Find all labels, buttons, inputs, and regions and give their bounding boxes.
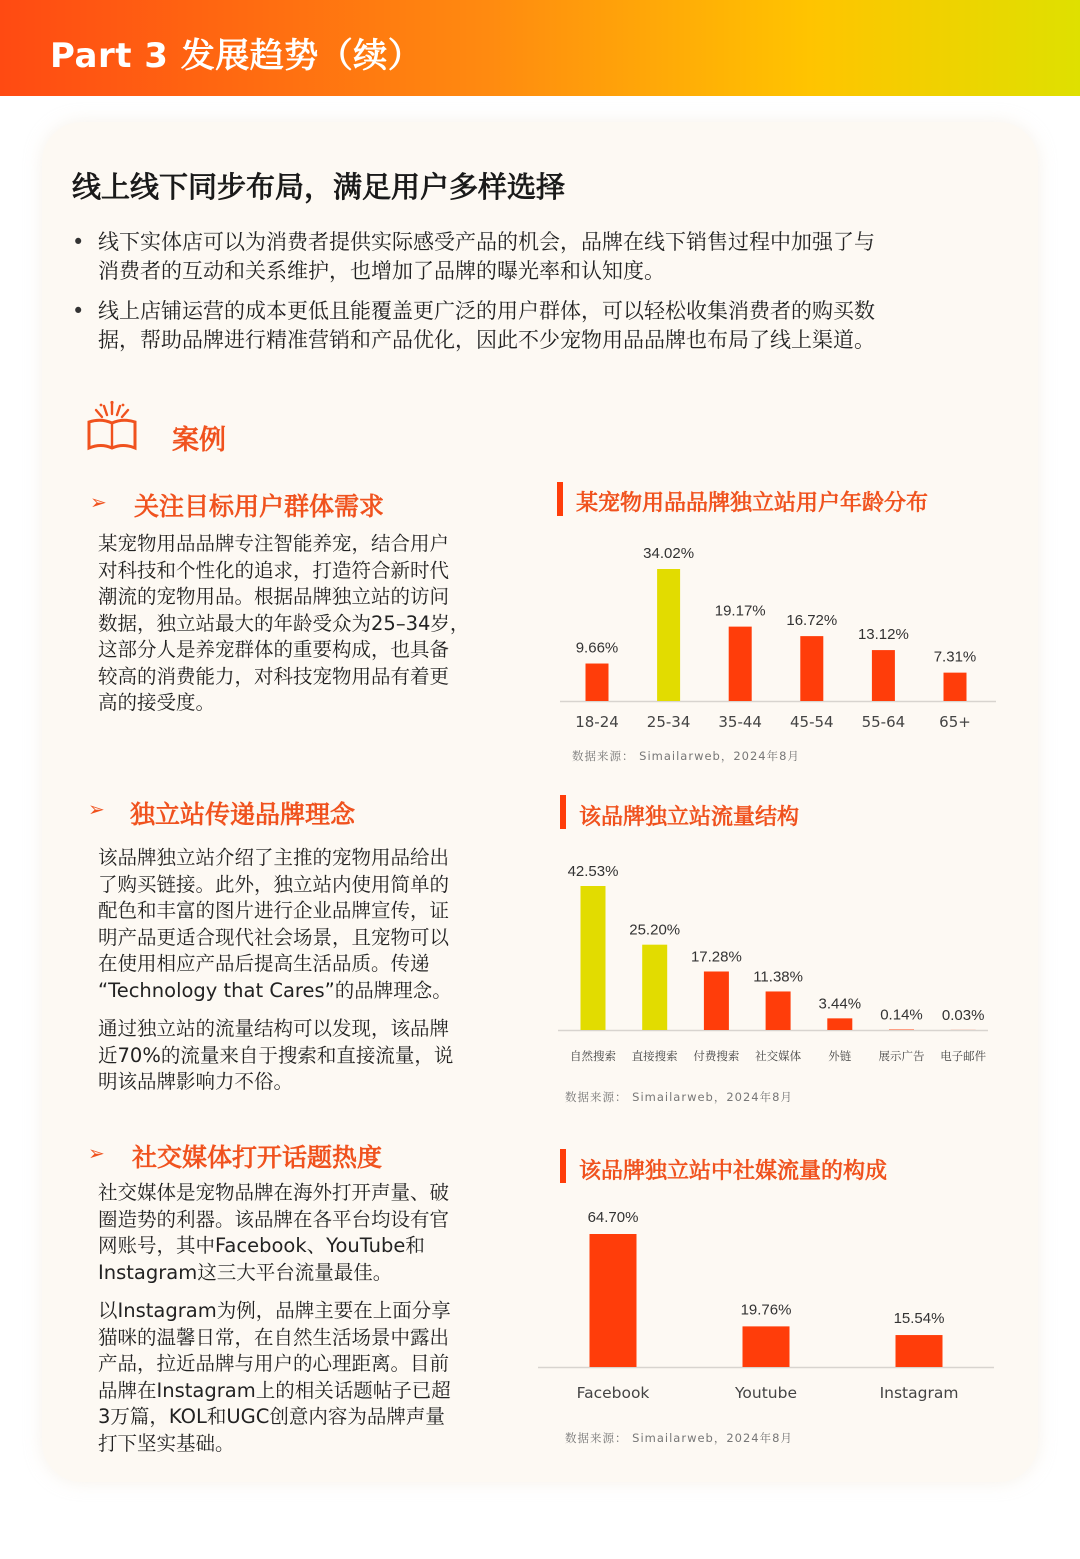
chart-title: 某宠物用品品牌独立站用户年龄分布 (576, 491, 929, 516)
category-label: Facebook (576, 1384, 650, 1402)
chart-bar (729, 627, 752, 701)
open-book-icon (84, 400, 140, 454)
chart-bar (872, 650, 895, 701)
category-label: 25-34 (646, 713, 691, 731)
subsection-title: 关注目标用户群体需求 (134, 492, 385, 521)
category-label: 45-54 (790, 713, 834, 731)
arrow-icon: ➢ (88, 1141, 105, 1165)
bullet-line: • 线上店铺运营的成本更低且能覆盖更广泛的用户群体，可以轻松收集消费者的购买数 (98, 299, 875, 323)
chart-bar (944, 673, 967, 701)
section-paragraph (98, 1298, 498, 1457)
category-label: 电子邮件 (940, 1049, 987, 1063)
section-paragraph (98, 845, 498, 1004)
bullet-line: 据，帮助品牌进行精准营销和产品优化，因此不少宠物用品品牌也布局了线上渠道。 (98, 328, 875, 352)
chart-bar (586, 664, 609, 701)
page-title: Part 3 发展趋势（续） (50, 36, 423, 76)
chart-bar (896, 1335, 943, 1367)
para-line: 较高的消费能力，对科技宠物用品有着更 (98, 664, 450, 688)
data-label: 7.31% (933, 648, 977, 666)
subsection-title: 社交媒体打开话题热度 (132, 1143, 383, 1172)
para-line: 3万篇，KOL和UGC创意内容为品牌声量 (98, 1405, 445, 1428)
category-label: 35-44 (718, 713, 762, 731)
chart-bar (827, 1018, 852, 1030)
arrow-icon: ➢ (88, 797, 105, 821)
para-line: 猫咪的温馨日常，在自然生活场景中露出 (98, 1325, 450, 1349)
para-line: 某宠物用品品牌专注智能养宠，结合用户 (98, 532, 450, 555)
bullet-line: • 线下实体店可以为消费者提供实际感受产品的机会，品牌在线下销售过程中加强了与 (98, 230, 875, 254)
case-label: 案例 (172, 425, 226, 456)
age-distribution-chart (540, 530, 1010, 740)
category-label: 直接搜索 (631, 1049, 678, 1063)
data-label: 25.20% (629, 921, 681, 939)
category-label: 18-24 (575, 713, 619, 731)
category-label: Youtube (735, 1384, 797, 1402)
chart-source: 数据来源： Simailarweb，2024年8月 (565, 1431, 793, 1445)
para-line: 近70%的流量来自于搜索和直接流量，说 (98, 1043, 454, 1067)
chart-bar (743, 1326, 790, 1367)
social-traffic-chart (536, 1196, 1006, 1411)
para-line: 该品牌独立站介绍了主推的宠物用品给出 (98, 846, 450, 869)
chart-bar (590, 1234, 637, 1367)
data-label: 13.12% (857, 626, 909, 644)
para-line: 明该品牌影响力不俗。 (98, 1070, 294, 1093)
para-line: “Technology that Cares”的品牌理念。 (98, 978, 452, 1002)
data-label: 34.02% (643, 545, 695, 562)
category-label: 付费搜索 (693, 1049, 740, 1063)
chart-bar (800, 636, 823, 701)
data-label: 17.28% (690, 948, 742, 966)
category-label: 展示广告 (878, 1049, 925, 1063)
header-banner (0, 0, 1080, 96)
data-label: 9.66% (575, 639, 619, 657)
data-label: 64.70% (587, 1209, 639, 1226)
para-line: 了购买链接。此外，独立站内使用简单的 (98, 872, 450, 896)
chart-title-marker (557, 482, 563, 516)
chart-bar (581, 886, 606, 1030)
bullet-item (98, 297, 998, 355)
traffic-structure-chart (548, 850, 1008, 1080)
para-line: 通过独立站的流量结构可以发现，该品牌 (98, 1017, 450, 1040)
subsection-title: 独立站传递品牌理念 (130, 800, 356, 829)
section-paragraph (98, 531, 498, 717)
para-line: 配色和丰富的图片进行企业品牌宣传，证 (98, 899, 450, 922)
para-line: 在使用相应产品后提高生活品质。传递 (98, 952, 430, 975)
para-line: 社交媒体是宠物品牌在海外打开声量、破 (98, 1181, 450, 1204)
section-heading: 线上线下同步布局，满足用户多样选择 (72, 170, 566, 204)
section-paragraph (98, 1016, 498, 1096)
section-paragraph (98, 1180, 498, 1286)
data-label: 15.54% (893, 1310, 945, 1328)
category-label: 社交媒体 (755, 1049, 802, 1063)
data-label: 19.17% (714, 602, 766, 620)
arrow-icon: ➢ (90, 490, 107, 514)
chart-source: 数据来源： Simailarweb，2024年8月 (565, 1090, 793, 1104)
para-line: 这部分人是养宠群体的重要构成，也具备 (98, 638, 450, 661)
para-line: 对科技和个性化的追求，打造符合新时代 (98, 558, 450, 582)
para-line: 网账号，其中Facebook、YouTube和 (98, 1234, 425, 1257)
category-label: Instagram (879, 1384, 959, 1402)
para-line: 以Instagram为例，品牌主要在上面分享 (98, 1299, 451, 1322)
para-line: 潮流的宠物用品。根据品牌独立站的访问 (98, 585, 450, 608)
chart-source: 数据来源： Simailarweb，2024年8月 (572, 749, 800, 763)
category-label: 65+ (939, 713, 971, 731)
chart-title: 该品牌独立站流量结构 (579, 805, 800, 830)
para-line: Instagram这三大平台流量最佳。 (98, 1260, 393, 1284)
data-label: 42.53% (567, 863, 619, 880)
bullet-item (98, 228, 998, 286)
data-label: 11.38% (753, 968, 803, 986)
data-label: 19.76% (740, 1301, 792, 1319)
chart-bar (766, 991, 791, 1030)
chart-title: 该品牌独立站中社媒流量的构成 (579, 1159, 888, 1184)
para-line: 高的接受度。 (98, 691, 216, 714)
chart-title-marker (560, 1149, 566, 1183)
category-label: 自然搜索 (570, 1049, 616, 1063)
chart-bar (704, 971, 729, 1030)
para-line: 打下坚实基础。 (98, 1431, 235, 1455)
data-label: 0.03% (941, 1006, 985, 1024)
category-label: 55-64 (861, 713, 906, 731)
data-label: 0.14% (880, 1006, 923, 1024)
para-line: 品牌在Instagram上的相关话题帖子已超 (98, 1378, 451, 1402)
data-label: 3.44% (818, 995, 862, 1013)
para-line: 明产品更适合现代社会场景，且宠物可以 (98, 925, 450, 949)
para-line: 产品，拉近品牌与用户的心理距离。目前 (98, 1352, 450, 1375)
category-label: 外链 (828, 1049, 852, 1063)
bullet-line: 消费者的互动和关系维护，也增加了品牌的曝光率和认知度。 (98, 259, 665, 283)
chart-bar (657, 569, 680, 701)
chart-title-marker (560, 795, 566, 829)
data-label: 16.72% (786, 612, 838, 630)
para-line: 圈造势的利器。该品牌在各平台均设有官 (98, 1207, 450, 1231)
chart-bar (642, 945, 667, 1030)
para-line: 数据，独立站最大的年龄受众为25–34岁， (98, 611, 470, 635)
